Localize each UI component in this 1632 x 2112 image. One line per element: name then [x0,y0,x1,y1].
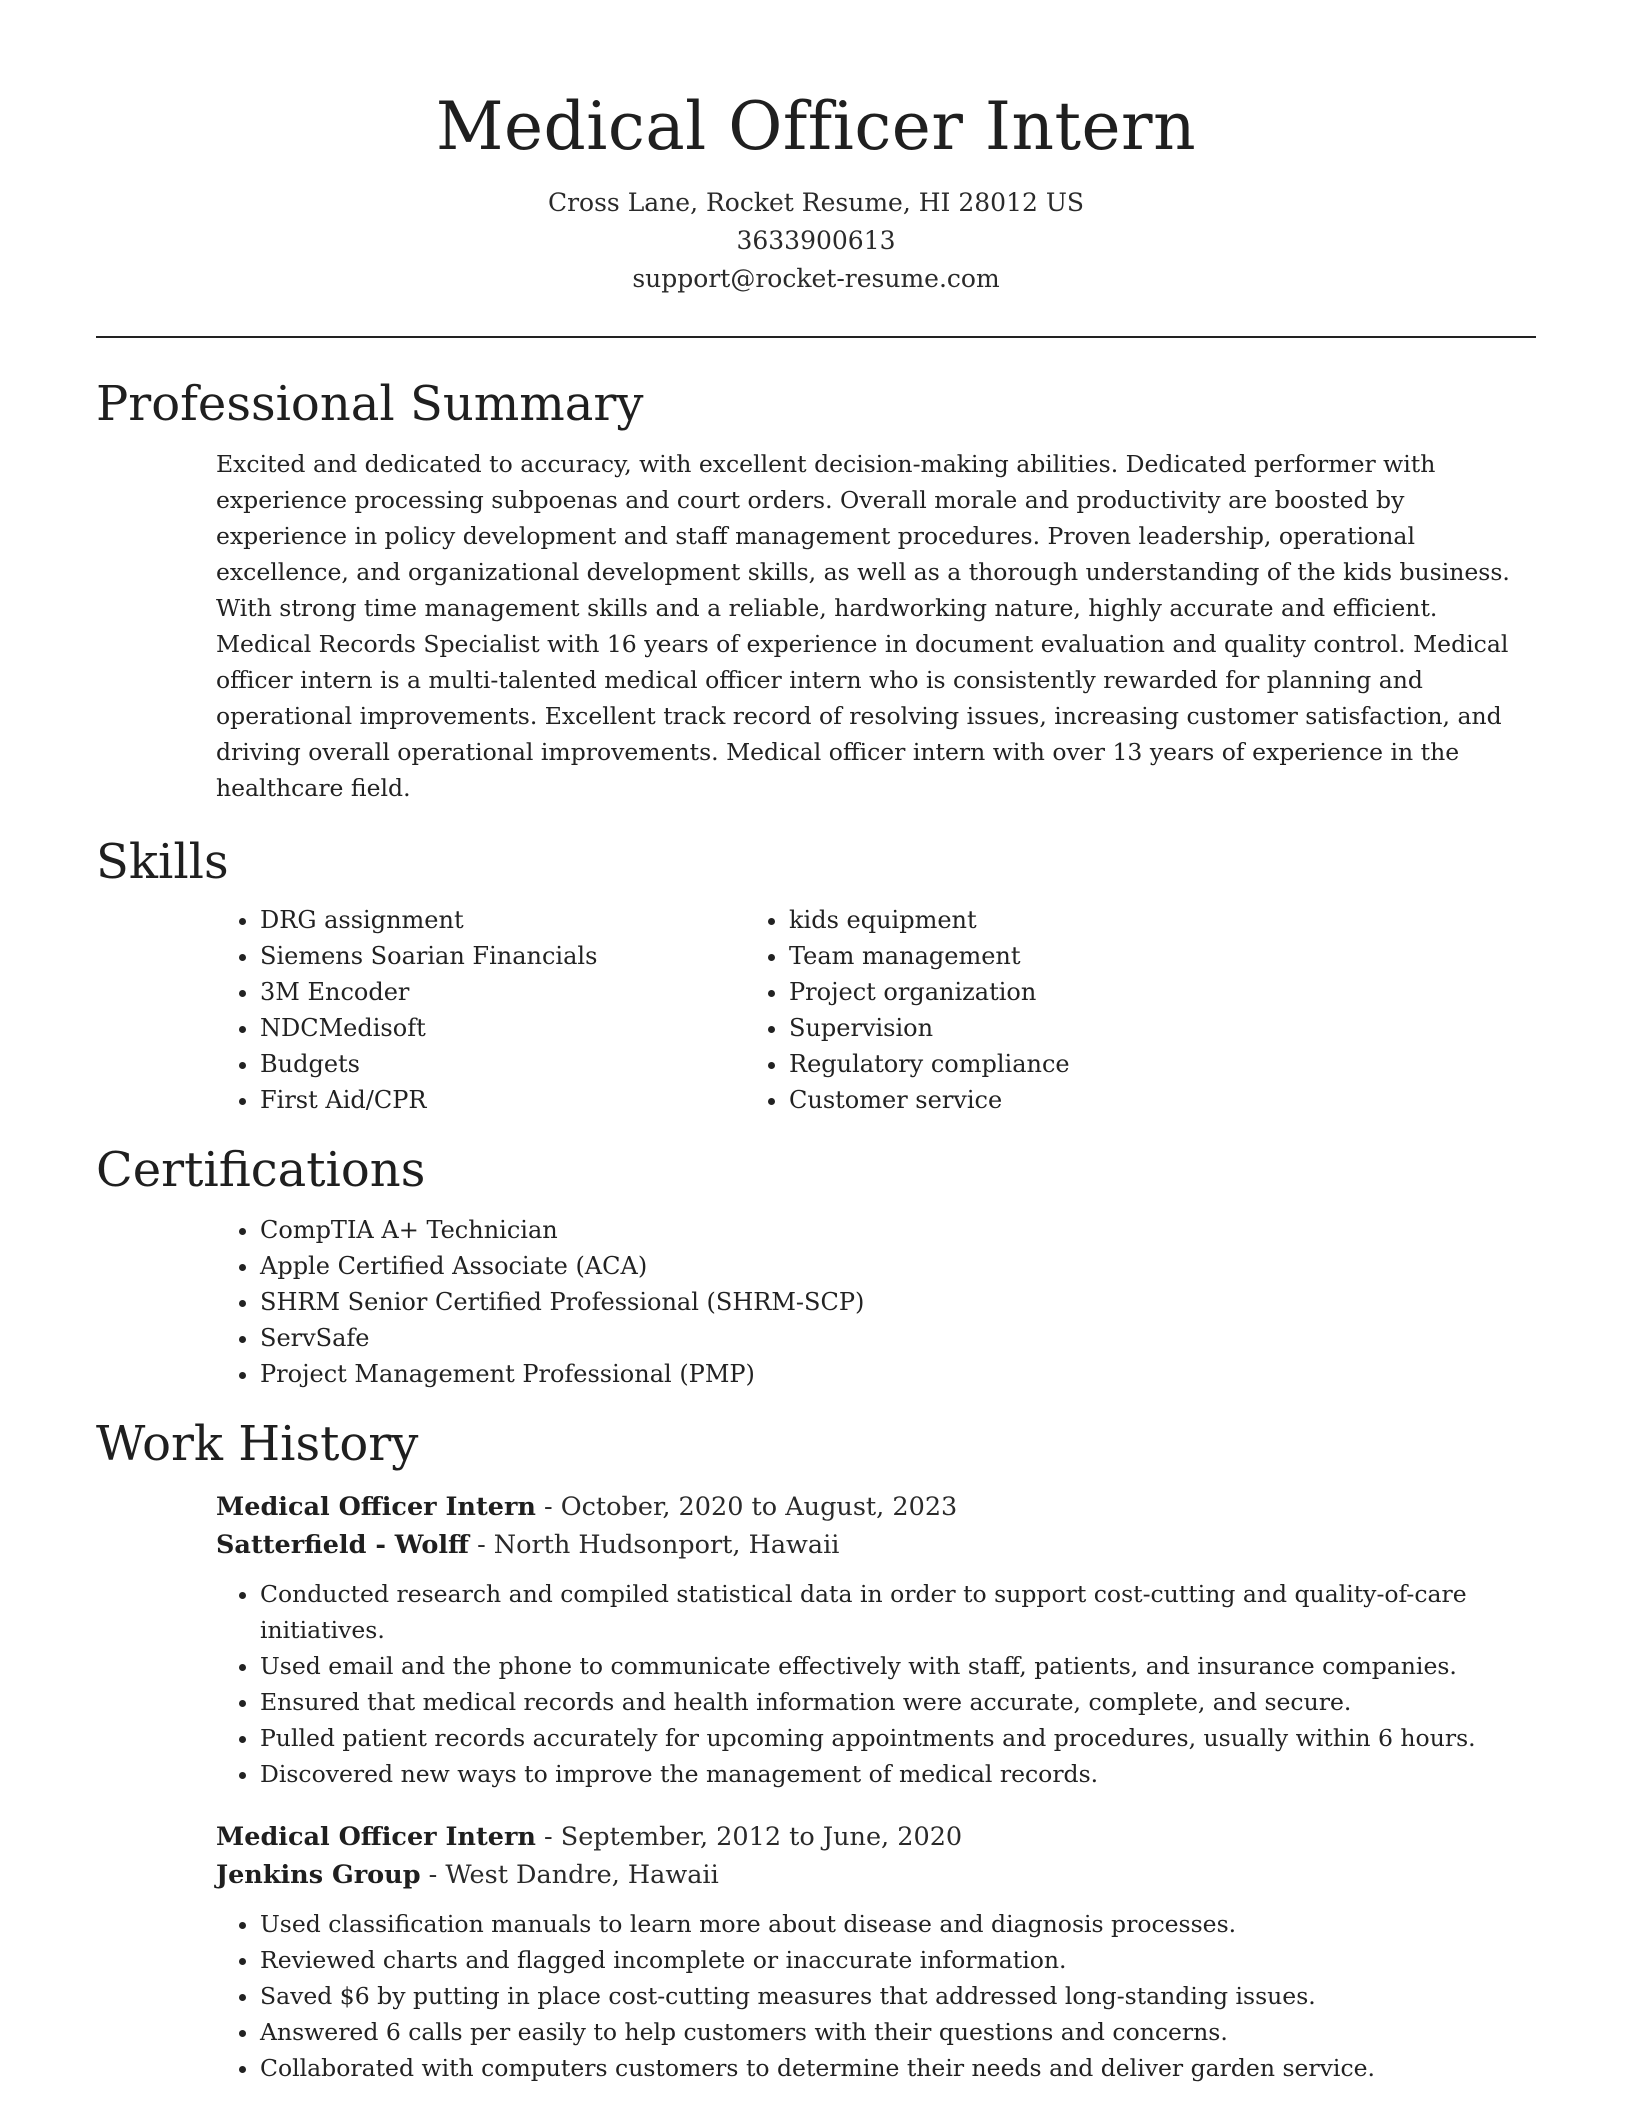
skill-item: • Siemens Soarian Financials [260,938,746,974]
skill-item: • Customer service [789,1082,1070,1118]
job-entry [216,1488,1536,1792]
job-title: Medical Officer Intern [216,1492,536,1522]
skills-list-left [96,902,746,1118]
job-duties-list [216,1576,1536,1792]
contact-phone: 3633900613 [736,226,896,255]
skills-column-right [746,902,1070,1118]
job-title-line [216,1488,1536,1526]
job-duty: • Reviewed charts and flagged incomplete or inaccurate information. [260,1942,1536,1978]
work-history-section [96,1414,1536,2086]
certification-item: • SHRM Senior Certified Professional (SHRM-SCP) [260,1284,1536,1320]
certification-item: • Apple Certified Associate (ACA) [260,1248,1536,1284]
skills-heading: Skills [96,834,229,890]
job-duty: • Answered 6 calls per easily to help customers with their questions and concerns. [260,2014,1536,2050]
job-company-line [216,1856,1536,1894]
job-duties-list [216,1906,1536,2086]
work-history-heading: Work History [96,1416,419,1472]
certifications-list [96,1212,1536,1392]
skill-item: • Regulatory compliance [789,1046,1070,1082]
job-duty: • Ensured that medical records and health information were accurate, complete, and secure. [260,1684,1536,1720]
summary-text: Excited and dedicated to accuracy, with excellent decision-making abilities. Dedicated performer with experience processing subpoenas and court orders. Overall morale and productivity are boosted by experience in policy development and staff management procedures. Proven leadership, operational excellence, and organizational development skills, as well as a thorough understanding of the kids business. With strong time management skills and a reliable, hardworking nature, highly accurate and efficient. Medical Records Specialist with 16 years of experience in document evaluation and quality control. Medical officer intern is a multi-talented medical officer intern who is consistently rewarded for planning and operational improvements. Excellent track record of resolving issues, increasing customer satisfaction, and driving overall operational improvements. Medical officer intern with over 13 years of experience in the healthcare field. [216,450,1510,802]
job-duty: • Used email and the phone to communicate effectively with staff, patients, and insurance companies. [260,1648,1536,1684]
job-title: Medical Officer Intern [216,1822,536,1852]
job-location: - North Hudsonport, Hawaii [468,1530,840,1560]
resume-header [96,0,1536,298]
job-duty: • Conducted research and compiled statistical data in order to support cost-cutting and quality-of-care initiatives. [260,1576,1536,1648]
skill-item: • Team management [789,938,1070,974]
contact-address: Cross Lane, Rocket Resume, HI 28012 US [547,188,1085,217]
header-divider [96,336,1536,338]
contact-block [96,184,1536,298]
certifications-heading: Certifications [96,1142,426,1198]
job-company: Satterfield - Wolff [216,1530,469,1560]
summary-heading: Professional Summary [96,376,644,432]
skill-item: • 3M Encoder [260,974,746,1010]
skills-list-right [746,902,1070,1118]
job-location: - West Dandre, Hawaii [420,1860,719,1890]
skill-item: • kids equipment [789,902,1070,938]
certifications-section [96,1140,1536,1392]
skill-item: • Project organization [789,974,1070,1010]
skills-column-left [96,902,746,1118]
certification-item: • Project Management Professional (PMP) [260,1356,1536,1392]
candidate-name: Medical Officer Intern [435,88,1197,165]
skill-item: • Budgets [260,1046,746,1082]
skills-columns [96,902,1536,1118]
job-dates: - September, 2012 to June, 2020 [535,1822,963,1852]
skill-item: • Supervision [789,1010,1070,1046]
skills-section [96,832,1536,1118]
job-company: Jenkins Group [216,1860,421,1890]
job-duty: • Saved $6 by putting in place cost-cutting measures that addressed long-standing issues. [260,1978,1536,2014]
job-company-line [216,1526,1536,1564]
certification-item: • CompTIA A+ Technician [260,1212,1536,1248]
job-dates: - October, 2020 to August, 2023 [535,1492,958,1522]
job-duty: • Used classification manuals to learn more about disease and diagnosis processes. [260,1906,1536,1942]
job-duty: • Collaborated with computers customers to determine their needs and deliver garden service. [260,2050,1536,2086]
summary-section [96,374,1536,806]
contact-email: support@rocket-resume.com [632,264,1000,293]
job-entry [216,1818,1536,2086]
job-duty: • Pulled patient records accurately for upcoming appointments and procedures, usually within 6 hours. [260,1720,1536,1756]
job-duty: • Discovered new ways to improve the management of medical records. [260,1756,1536,1792]
skill-item: • DRG assignment [260,902,746,938]
job-title-line [216,1818,1536,1856]
resume-page [96,0,1536,2086]
certification-item: • ServSafe [260,1320,1536,1356]
skill-item: • First Aid/CPR [260,1082,746,1118]
skill-item: • NDCMedisoft [260,1010,746,1046]
